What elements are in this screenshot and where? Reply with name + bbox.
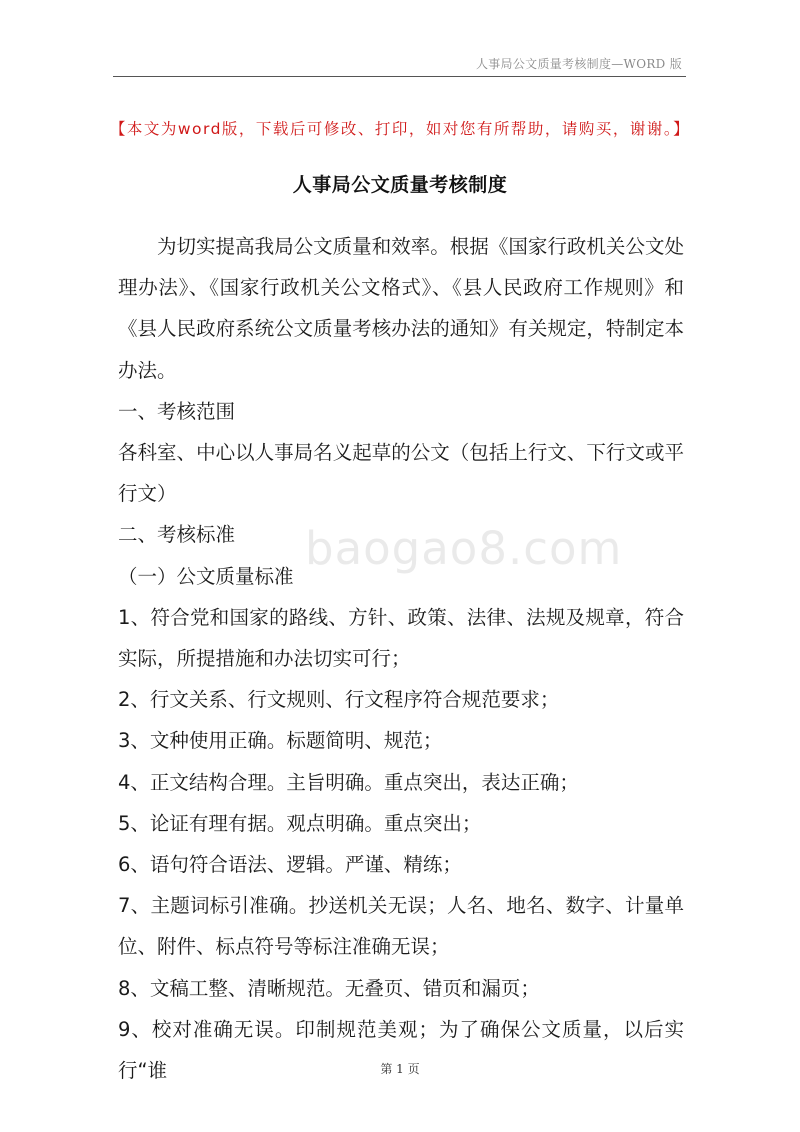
list-item: 3、文种使用正确。标题简明、规范； [118, 729, 443, 753]
list-item: 2、行文关系、行文规则、行文程序符合规范要求； [118, 688, 560, 712]
scope-paragraph: 各科室、中心以人事局名义起草的公文（包括上行文、下行文或平行文） [118, 441, 684, 506]
watermark: baogao8.com [305, 522, 623, 575]
intro-paragraph: 为切实提高我局公文质量和效率。根据《国家行政机关公文处理办法》、《国家行政机关公文格式》、《县人民政府工作规则》和《县人民政府系统公文质量考核办法的通知》有关规定，特制定本办法。 [118, 235, 684, 382]
document-title: 人事局公文质量考核制度 [292, 174, 508, 196]
header-divider [113, 76, 686, 77]
list-item: 9、校对准确无误。印制规范美观；为了确保公文质量，以后实行“谁 [118, 1017, 684, 1083]
running-header: 人事局公文质量考核制度—WORD 版 [475, 57, 682, 71]
list-item: 1、符合党和国家的路线、方针、政策、法律、法规及规章，符合实际，所提措施和办法切实可行； [118, 605, 684, 671]
subsection-heading-quality: （一）公文质量标准 [118, 564, 294, 588]
document-body [118, 226, 684, 1091]
list-item: 8、文稿工整、清晰规范。无叠页、错页和漏页； [118, 976, 540, 1000]
list-item: 4、正文结构合理。主旨明确。重点突出，表达正确； [118, 770, 579, 794]
page-number: 第 1 页 [380, 1062, 420, 1076]
section-heading-standards: 二、考核标准 [118, 523, 236, 547]
list-item: 7、主题词标引准确。抄送机关无误；人名、地名、数字、计量单位、附件、标点符号等标注准确无误； [118, 894, 684, 959]
download-notice: 【本文为word版，下载后可修改、打印，如对您有所帮助，请购买，谢谢。】 [109, 120, 691, 138]
section-heading-scope: 一、考核范围 [118, 399, 236, 423]
list-item: 6、语句符合语法、逻辑。严谨、精练； [118, 853, 462, 877]
list-item: 5、论证有理有据。观点明确。重点突出； [118, 811, 482, 835]
